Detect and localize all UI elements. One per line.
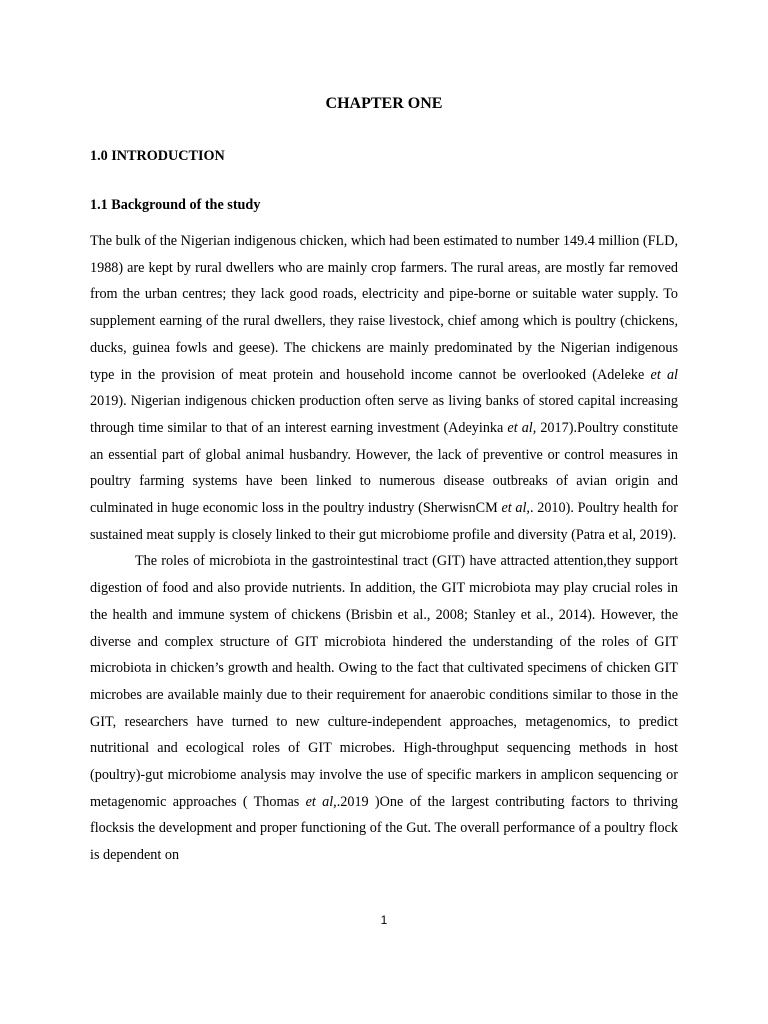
- text-segment: 2019). Nigerian indigenous chicken production often serve as living banks of stored capital increasing through time similar to that of an interest earning investment (Adeyinka: [90, 393, 678, 436]
- body-paragraph: [90, 228, 678, 548]
- italic-text-segment: et al,: [305, 793, 337, 810]
- text-segment: .2019 )One of the largest contributing factors to thriving flocksis the development and proper functioning of the Gut. The overall performance of a poultry flock is dependent on: [90, 793, 678, 864]
- chapter-title: CHAPTER ONE: [325, 95, 443, 112]
- italic-text-segment: et al,: [507, 419, 537, 436]
- subsection-heading: 1.1 Background of the study: [90, 197, 261, 213]
- page-number: 1: [380, 913, 388, 927]
- section-heading: 1.0 INTRODUCTION: [90, 148, 225, 164]
- body-paragraph: [90, 548, 678, 868]
- text-segment: . 2010). Poultry health for sustained meat supply is closely linked to their gut microbiome profile and diversity (Patra et al, 2019).: [90, 500, 678, 543]
- italic-text-segment: et al,: [501, 500, 530, 517]
- text-segment: The roles of microbiota in the gastrointestinal tract (GIT) have attracted attention,they support digestion of food and also provide nutrients. In addition, the GIT microbiota may play crucial roles in the health and immune system of chickens (Brisbin et al., 2008; Stanley et al., 2014). However, the diverse and complex structure of GIT microbiota hindered the understanding of the roles of GIT microbiota in chicken’s growth and health. Owing to the fact that cultivated specimens of chicken GIT microbes are available mainly due to their requirement for anaerobic conditions similar to those in the GIT, researchers have turned to new culture-independent approaches, metagenomics, to predict nutritional and ecological roles of GIT microbes. High-throughput sequencing methods in host (poultry)-gut microbiome analysis may involve the use of specific markers in amplicon sequencing or metagenomic approaches ( Thomas: [90, 553, 678, 810]
- body-text: [90, 228, 678, 869]
- italic-text-segment: et al: [650, 366, 679, 383]
- text-segment: 2017).Poultry constitute an essential part of global animal husbandry. However, the lack of preventive or control measures in poultry farming systems have been linked to numerous disease outbreaks of avian origin and culminated in huge economic loss in the poultry industry (SherwisnCM: [90, 419, 678, 517]
- text-segment: The bulk of the Nigerian indigenous chicken, which had been estimated to number 149.4 million (FLD, 1988) are kept by rural dwellers who are mainly crop farmers. The rural areas, are mostly far removed from the urban centres; they lack good roads, electricity and pipe-borne or suitable water supply. To supplement earning of the rural dwellers, they raise livestock, chief among which is poultry (chickens, ducks, guinea fowls and geese). The chickens are mainly predominated by the Nigerian indigenous type in the provision of meat protein and household income cannot be overlooked (Adeleke: [90, 233, 678, 383]
